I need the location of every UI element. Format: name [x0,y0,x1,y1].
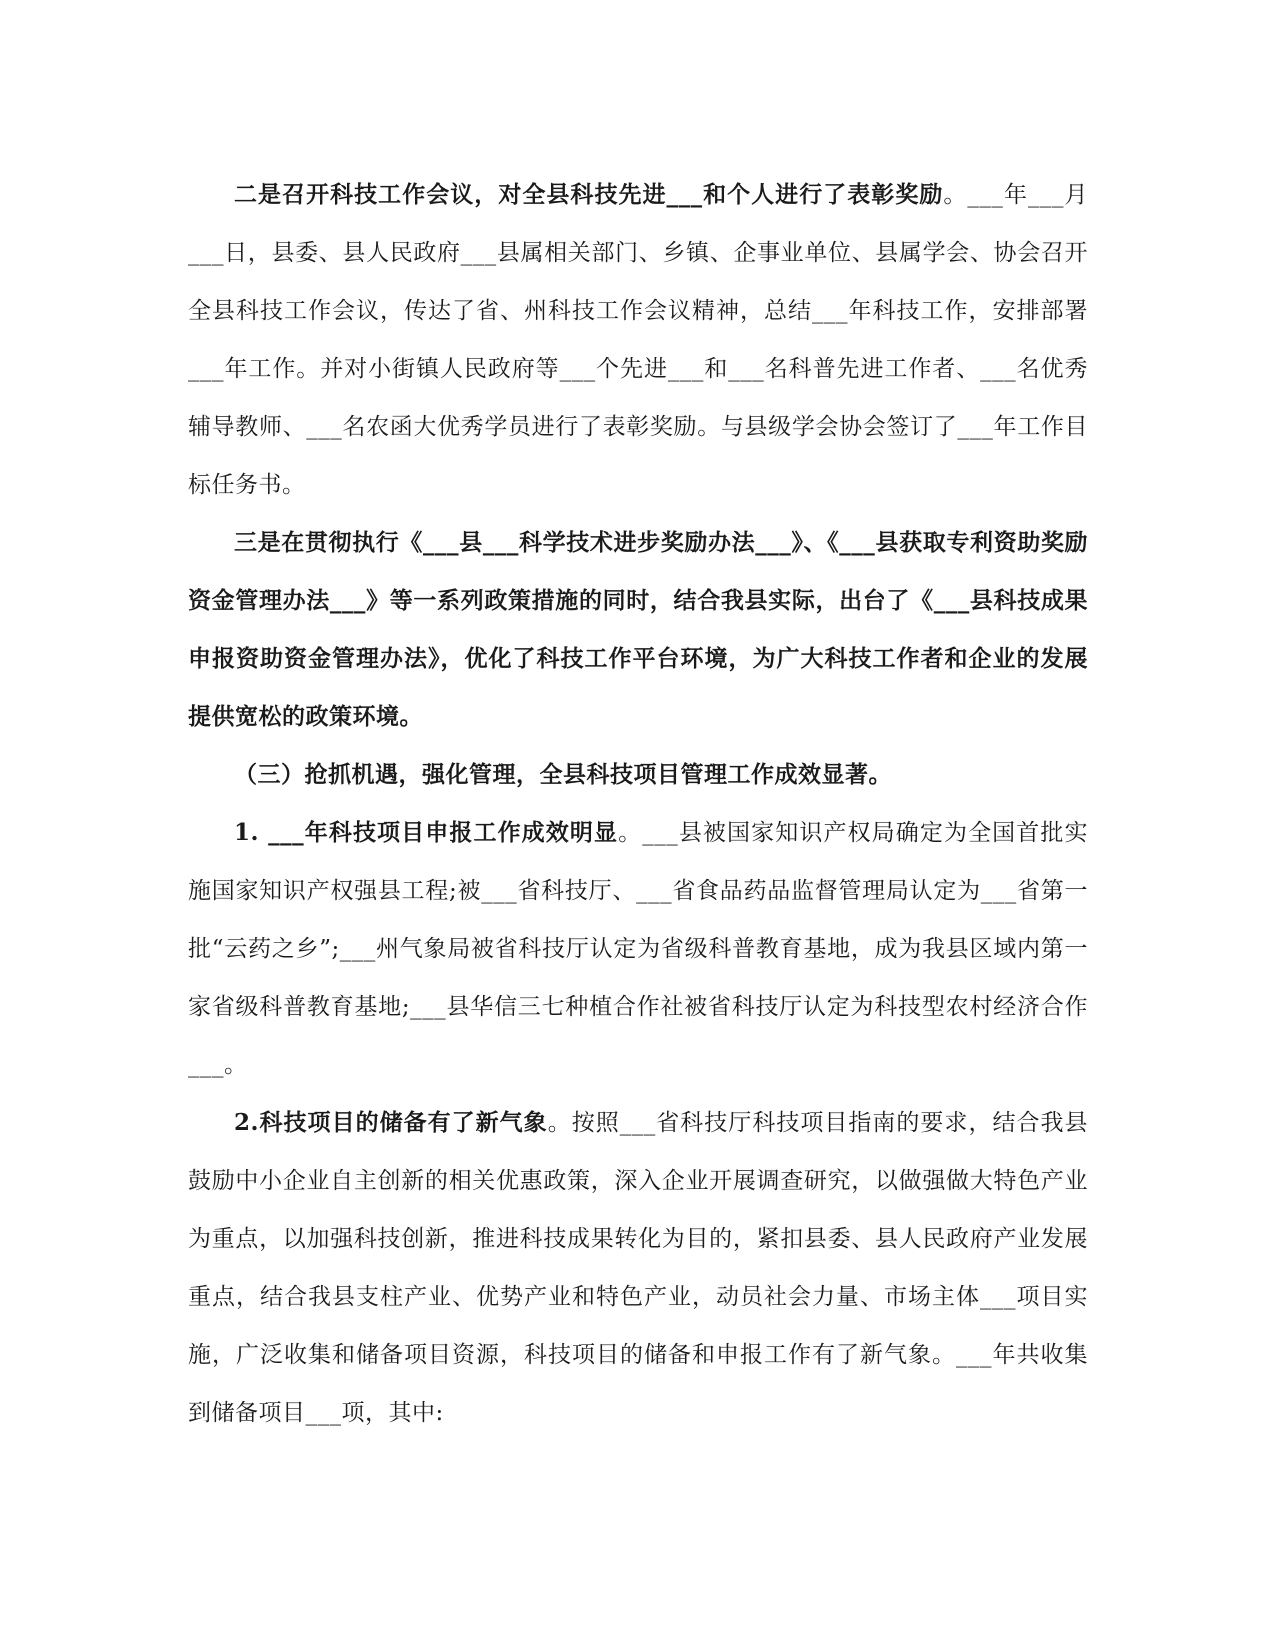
section-heading-3: （三）抢抓机遇，强化管理，全县科技项目管理工作成效显著。 [234,761,892,788]
paragraph-body: 。按照___省科技厅科技项目指南的要求，结合我县鼓励中小企业自主创新的相关优惠政策，深入企业开展调查研究，以做强做大特色产业为重点，以加强科技创新，推进科技成果转化为目的，紧扣县委、县人民政府产业发展重点，结合我县支柱产业、优势产业和特色产业，动员社会力量、市场主体___项目实施，广泛收集和储备项目资源，科技项目的储备和申报工作有了新气象。___年共收集到储备项目___项，其中: [188,1110,1089,1426]
paragraph-body: 。___年___月___日，县委、县人民政府___县属相关部门、乡镇、企事业单位、县属学会、协会召开全县科技工作会议，传达了省、州科技工作会议精神，总结___年科技工作，安排部署___年工作。并对小街镇人民政府等___个先进___和___名科普先进工作者、___名优秀辅导教师、___名农函大优秀学员进行了表彰奖励。与县级学会协会签订了___年工作目标任务书。 [188,182,1089,498]
paragraph-meeting-awards [188,166,1088,514]
paragraph-project-reserve [188,1094,1088,1442]
paragraph-lead: 1. ___年科技项目申报工作成效明显 [234,819,619,846]
paragraph-body: 。___县被国家知识产权局确定为全国首批实施国家知识产权强县工程;被___省科技厅、___省食品药品监督管理局认定为___省第一批“云药之乡”;___州气象局被省科技厅认定为省级科普教育基地，成为我县区域内第一家省级科普教育基地;___县华信三七种植合作社被省科技厅认定为科技型农村经济合作___。 [188,820,1089,1078]
document-page [188,166,1088,1442]
paragraph-lead: 2.科技项目的储备有了新气象 [234,1109,548,1136]
paragraph-policy: 三是在贯彻执行《___县___科学技术进步奖励办法___》、《___县获取专利资助奖励资金管理办法___》等一系列政策措施的同时，结合我县实际，出台了《___县科技成果申报资助资金管理办法》，优化了科技工作平台环境，为广大科技工作者和企业的发展提供宽松的政策环境。 [188,529,1088,730]
paragraph-project-application [188,804,1088,1094]
paragraph-lead: 二是召开科技工作会议，对全县科技先进___和个人进行了表彰奖励 [234,181,944,208]
